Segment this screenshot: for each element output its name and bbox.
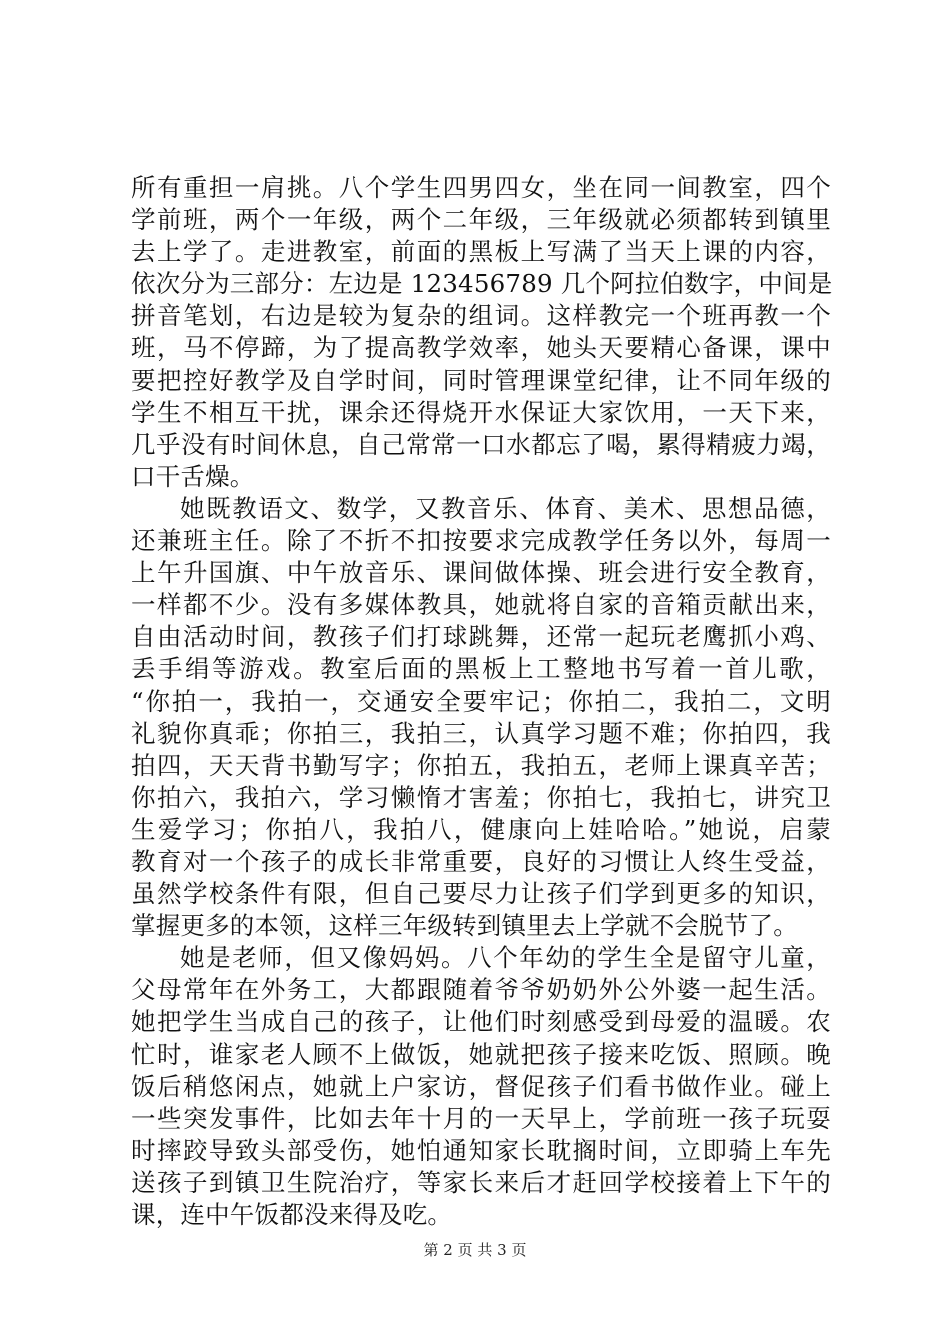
text-line: 你拍六，我拍六，学习懒惰才害羞；你拍七，我拍七，讲究卫: [131, 782, 831, 812]
text-line: 时摔跤导致头部受伤，她怕通知家长耽搁时间，立即骑上车先: [131, 1135, 831, 1165]
text-line: 拍四，天天背书勤写字；你拍五，我拍五，老师上课真辛苦；: [131, 750, 831, 780]
text-line: 口干舌燥。: [131, 461, 255, 491]
text-line: 生爱学习；你拍八，我拍八，健康向上娃哈哈。”她说，启蒙: [131, 814, 831, 844]
page-number-footer: 第 2 页 共 3 页: [423, 1241, 527, 1259]
text-line: 上午升国旗、中午放音乐、课间做体操、班会进行安全教育，: [131, 558, 831, 588]
text-line: “你拍一，我拍一，交通安全要牢记；你拍二，我拍二，文明: [131, 686, 831, 716]
text-line: 送孩子到镇卫生院治疗，等家长来后才赶回学校接着上下午的: [131, 1167, 831, 1197]
text-line: 班，马不停蹄，为了提高教学效率，她头天要精心备课，课中: [131, 333, 831, 363]
text-line: 拼音笔划，右边是较为复杂的组词。这样教完一个班再教一个: [131, 301, 831, 331]
text-line: 父母常年在外务工，大都跟随着爷爷奶奶外公外婆一起生活。: [131, 975, 831, 1005]
body-text: [131, 172, 831, 1231]
text-line: 礼貌你真乖；你拍三，我拍三，认真学习题不难；你拍四，我: [131, 718, 831, 748]
text-line: 饭后稍悠闲点，她就上户家访，督促孩子们看书做作业。碰上: [131, 1071, 831, 1101]
text-line: 忙时，谁家老人顾不上做饭，她就把孩子接来吃饭、照顾。晚: [131, 1039, 831, 1069]
text-line: 所有重担一肩挑。八个学生四男四女，坐在同一间教室，四个: [131, 173, 831, 202]
text-line: 虽然学校条件有限，但自己要尽力让孩子们学到更多的知识，: [131, 879, 831, 909]
text-line: 一些突发事件，比如去年十月的一天早上，学前班一孩子玩耍: [131, 1103, 831, 1133]
text-line: 自由活动时间，教孩子们打球跳舞，还常一起玩老鹰抓小鸡、: [131, 622, 831, 652]
text-line: 几乎没有时间休息，自己常常一口水都忘了喝，累得精疲力竭，: [131, 429, 831, 459]
text-line: 要把控好教学及自学时间，同时管理课堂纪律，让不同年级的: [131, 365, 831, 395]
text-line: 一样都不少。没有多媒体教具，她就将自家的音箱贡献出来，: [131, 590, 831, 620]
text-line: 学前班，两个一年级，两个二年级，三年级就必须都转到镇里: [131, 205, 831, 235]
text-line: 去上学了。走进教室，前面的黑板上写满了当天上课的内容，: [131, 237, 831, 267]
text-line: 依次分为三部分：左边是 123456789 几个阿拉伯数字，中间是: [131, 269, 833, 299]
paragraph-first-line: 她既教语文、数学，又教音乐、体育、美术、思想品德，: [180, 493, 831, 523]
text-line: 掌握更多的本领，这样三年级转到镇里去上学就不会脱节了。: [131, 911, 798, 941]
paragraph-first-line: 她是老师，但又像妈妈。八个年幼的学生全是留守儿童，: [180, 943, 831, 973]
text-line: 学生不相互干扰，课余还得烧开水保证大家饮用，一天下来，: [131, 397, 831, 427]
text-line: 丢手绢等游戏。教室后面的黑板上工整地书写着一首儿歌，: [131, 654, 831, 684]
text-line: 还兼班主任。除了不折不扣按要求完成教学任务以外，每周一: [131, 526, 831, 556]
text-line: 她把学生当成自己的孩子，让他们时刻感受到母爱的温暖。农: [131, 1007, 831, 1037]
text-line: 课，连中午饭都没来得及吃。: [131, 1200, 453, 1229]
text-line: 教育对一个孩子的成长非常重要，良好的习惯让人终生受益，: [131, 846, 831, 876]
